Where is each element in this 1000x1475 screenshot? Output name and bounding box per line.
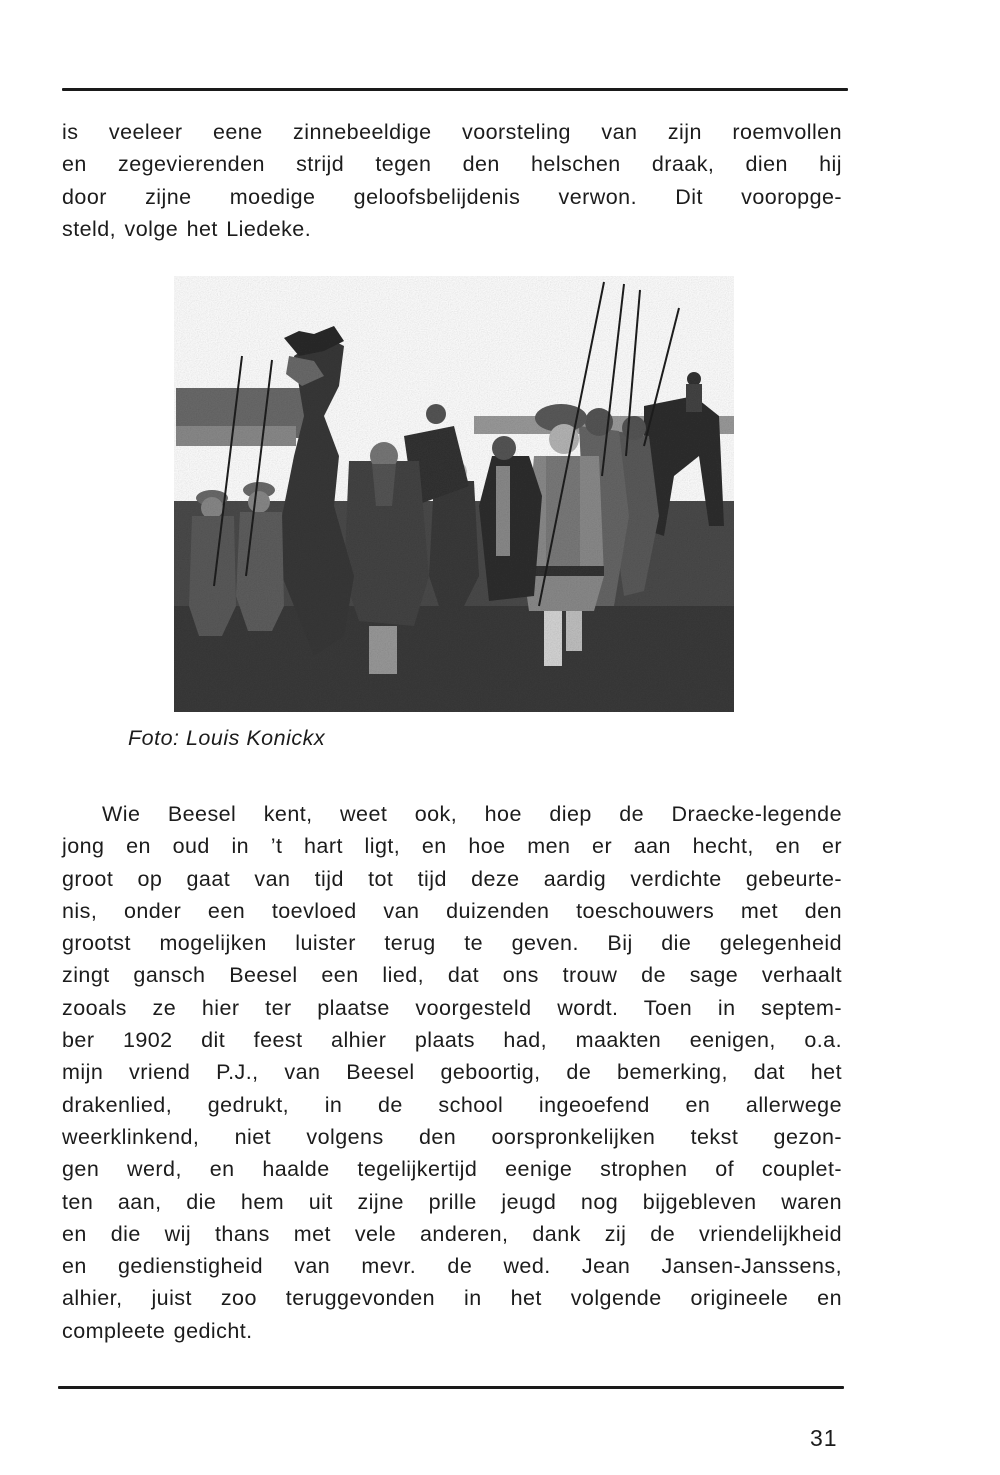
body-paragraph bbox=[62, 798, 842, 1347]
text-line: zooals ze hier ter plaatse voorgesteld wordt. Toen in septem- bbox=[62, 995, 842, 1020]
text-line: en gedienstigheid van mevr. de wed. Jean Jansen-Janssens, bbox=[62, 1254, 842, 1279]
text-line: groot op gaat van tijd tot tijd deze aardig verdichte gebeurte- bbox=[62, 866, 842, 891]
text-line: gen werd, en haalde tegelijkertijd eenige strophen of couplet- bbox=[62, 1157, 842, 1182]
text-line: is veeleer eene zinnebeeldige voorsteling van zijn roemvollen bbox=[62, 120, 842, 144]
intro-paragraph bbox=[62, 116, 842, 245]
text-line: mijn vriend P.J., van Beesel geboortig, de bemerking, dat het bbox=[62, 1060, 842, 1085]
text-line: door zijne moedige geloofsbelijdenis verwon. Dit vooropge- bbox=[62, 184, 842, 209]
text-line: Wie Beesel kent, weet ook, hoe diep de Draecke-legende bbox=[102, 802, 842, 826]
top-rule bbox=[62, 88, 848, 91]
text-line: drakenlied, gedrukt, in de school ingeoefend en allerwege bbox=[62, 1092, 842, 1117]
procession-photo bbox=[174, 276, 734, 712]
text-line: grootst mogelijken luister terug te geven. Bij die gelegenheid bbox=[62, 931, 842, 956]
text-line: en die wij thans met vele anderen, dank zij de vriendelijkheid bbox=[62, 1221, 842, 1246]
text-line: jong en oud in ’t hart ligt, en hoe men er aan hecht, en er bbox=[62, 834, 842, 859]
text-line: en zegevierenden strijd tegen den helschen draak, dien hij bbox=[62, 152, 842, 177]
page-number: 31 bbox=[810, 1425, 838, 1451]
text-line: compleete gedicht. bbox=[62, 1318, 253, 1343]
text-line: zingt gansch Beesel een lied, dat ons trouw de sage verhaalt bbox=[62, 963, 842, 988]
text-line: nis, onder een toevloed van duizenden toeschouwers met den bbox=[62, 898, 842, 923]
text-line: weerklinkend, niet volgens den oorspronkelijken tekst gezon- bbox=[62, 1124, 842, 1149]
text-line: alhier, juist zoo teruggevonden in het volgende origineele en bbox=[62, 1286, 842, 1311]
bottom-rule bbox=[58, 1386, 844, 1389]
photo-caption: Foto: Louis Konickx bbox=[128, 726, 326, 750]
text-line: ten aan, die hem uit zijne prille jeugd nog bijgebleven waren bbox=[62, 1189, 842, 1214]
text-line: steld, volge het Liedeke. bbox=[62, 216, 312, 241]
text-line: ber 1902 dit feest alhier plaats had, maakten eenigen, o.a. bbox=[62, 1028, 842, 1053]
